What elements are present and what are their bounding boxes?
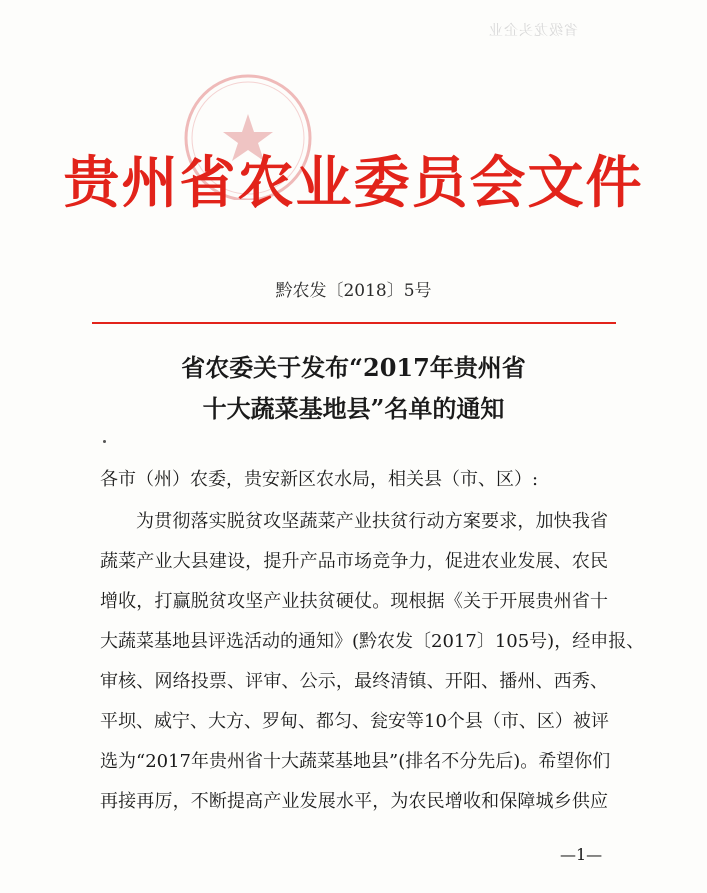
body-line: 增收，打赢脱贫攻坚产业扶贫硬仗。现根据《关于开展贵州省十 (100, 591, 608, 612)
body-line: 选为“2017年贵州省十大蔬菜基地县”(排名不分先后)。希望你们 (100, 751, 611, 772)
body-line: 再接再厉，不断提高产业发展水平，为农民增收和保障城乡供应 (100, 791, 608, 812)
body-line: 平坝、威宁、大方、罗甸、都匀、瓮安等10个县（市、区）被评 (100, 711, 609, 732)
faint-bleed-through-text: 省级龙头企业 (488, 23, 578, 39)
page-number: —1— (560, 845, 603, 864)
red-divider-line (92, 322, 616, 324)
notice-title-line-2: 十大蔬菜基地县”名单的通知 (202, 394, 505, 423)
salutation: 各市（州）农委，贵安新区农水局，相关县（市、区）: (100, 469, 539, 490)
notice-title-line-1: 省农委关于发布“2017年贵州省 (181, 353, 526, 382)
body-line: 蔬菜产业大县建设，提升产品市场竞争力，促进农业发展、农民 (100, 551, 608, 572)
document-number: 黔农发〔2018〕5号 (275, 281, 432, 301)
body-line: 为贯彻落实脱贫攻坚蔬菜产业扶贫行动方案要求，加快我省 (136, 511, 608, 532)
document-header-title: 贵州省农业委员会文件 (63, 150, 644, 216)
body-line: 审核、网络投票、评审、公示，最终清镇、开阳、播州、西秀、 (100, 671, 608, 692)
body-line: 大蔬菜基地县评选活动的通知》(黔农发〔2017〕105号)，经申报、 (100, 631, 645, 652)
stray-dot (103, 440, 106, 443)
